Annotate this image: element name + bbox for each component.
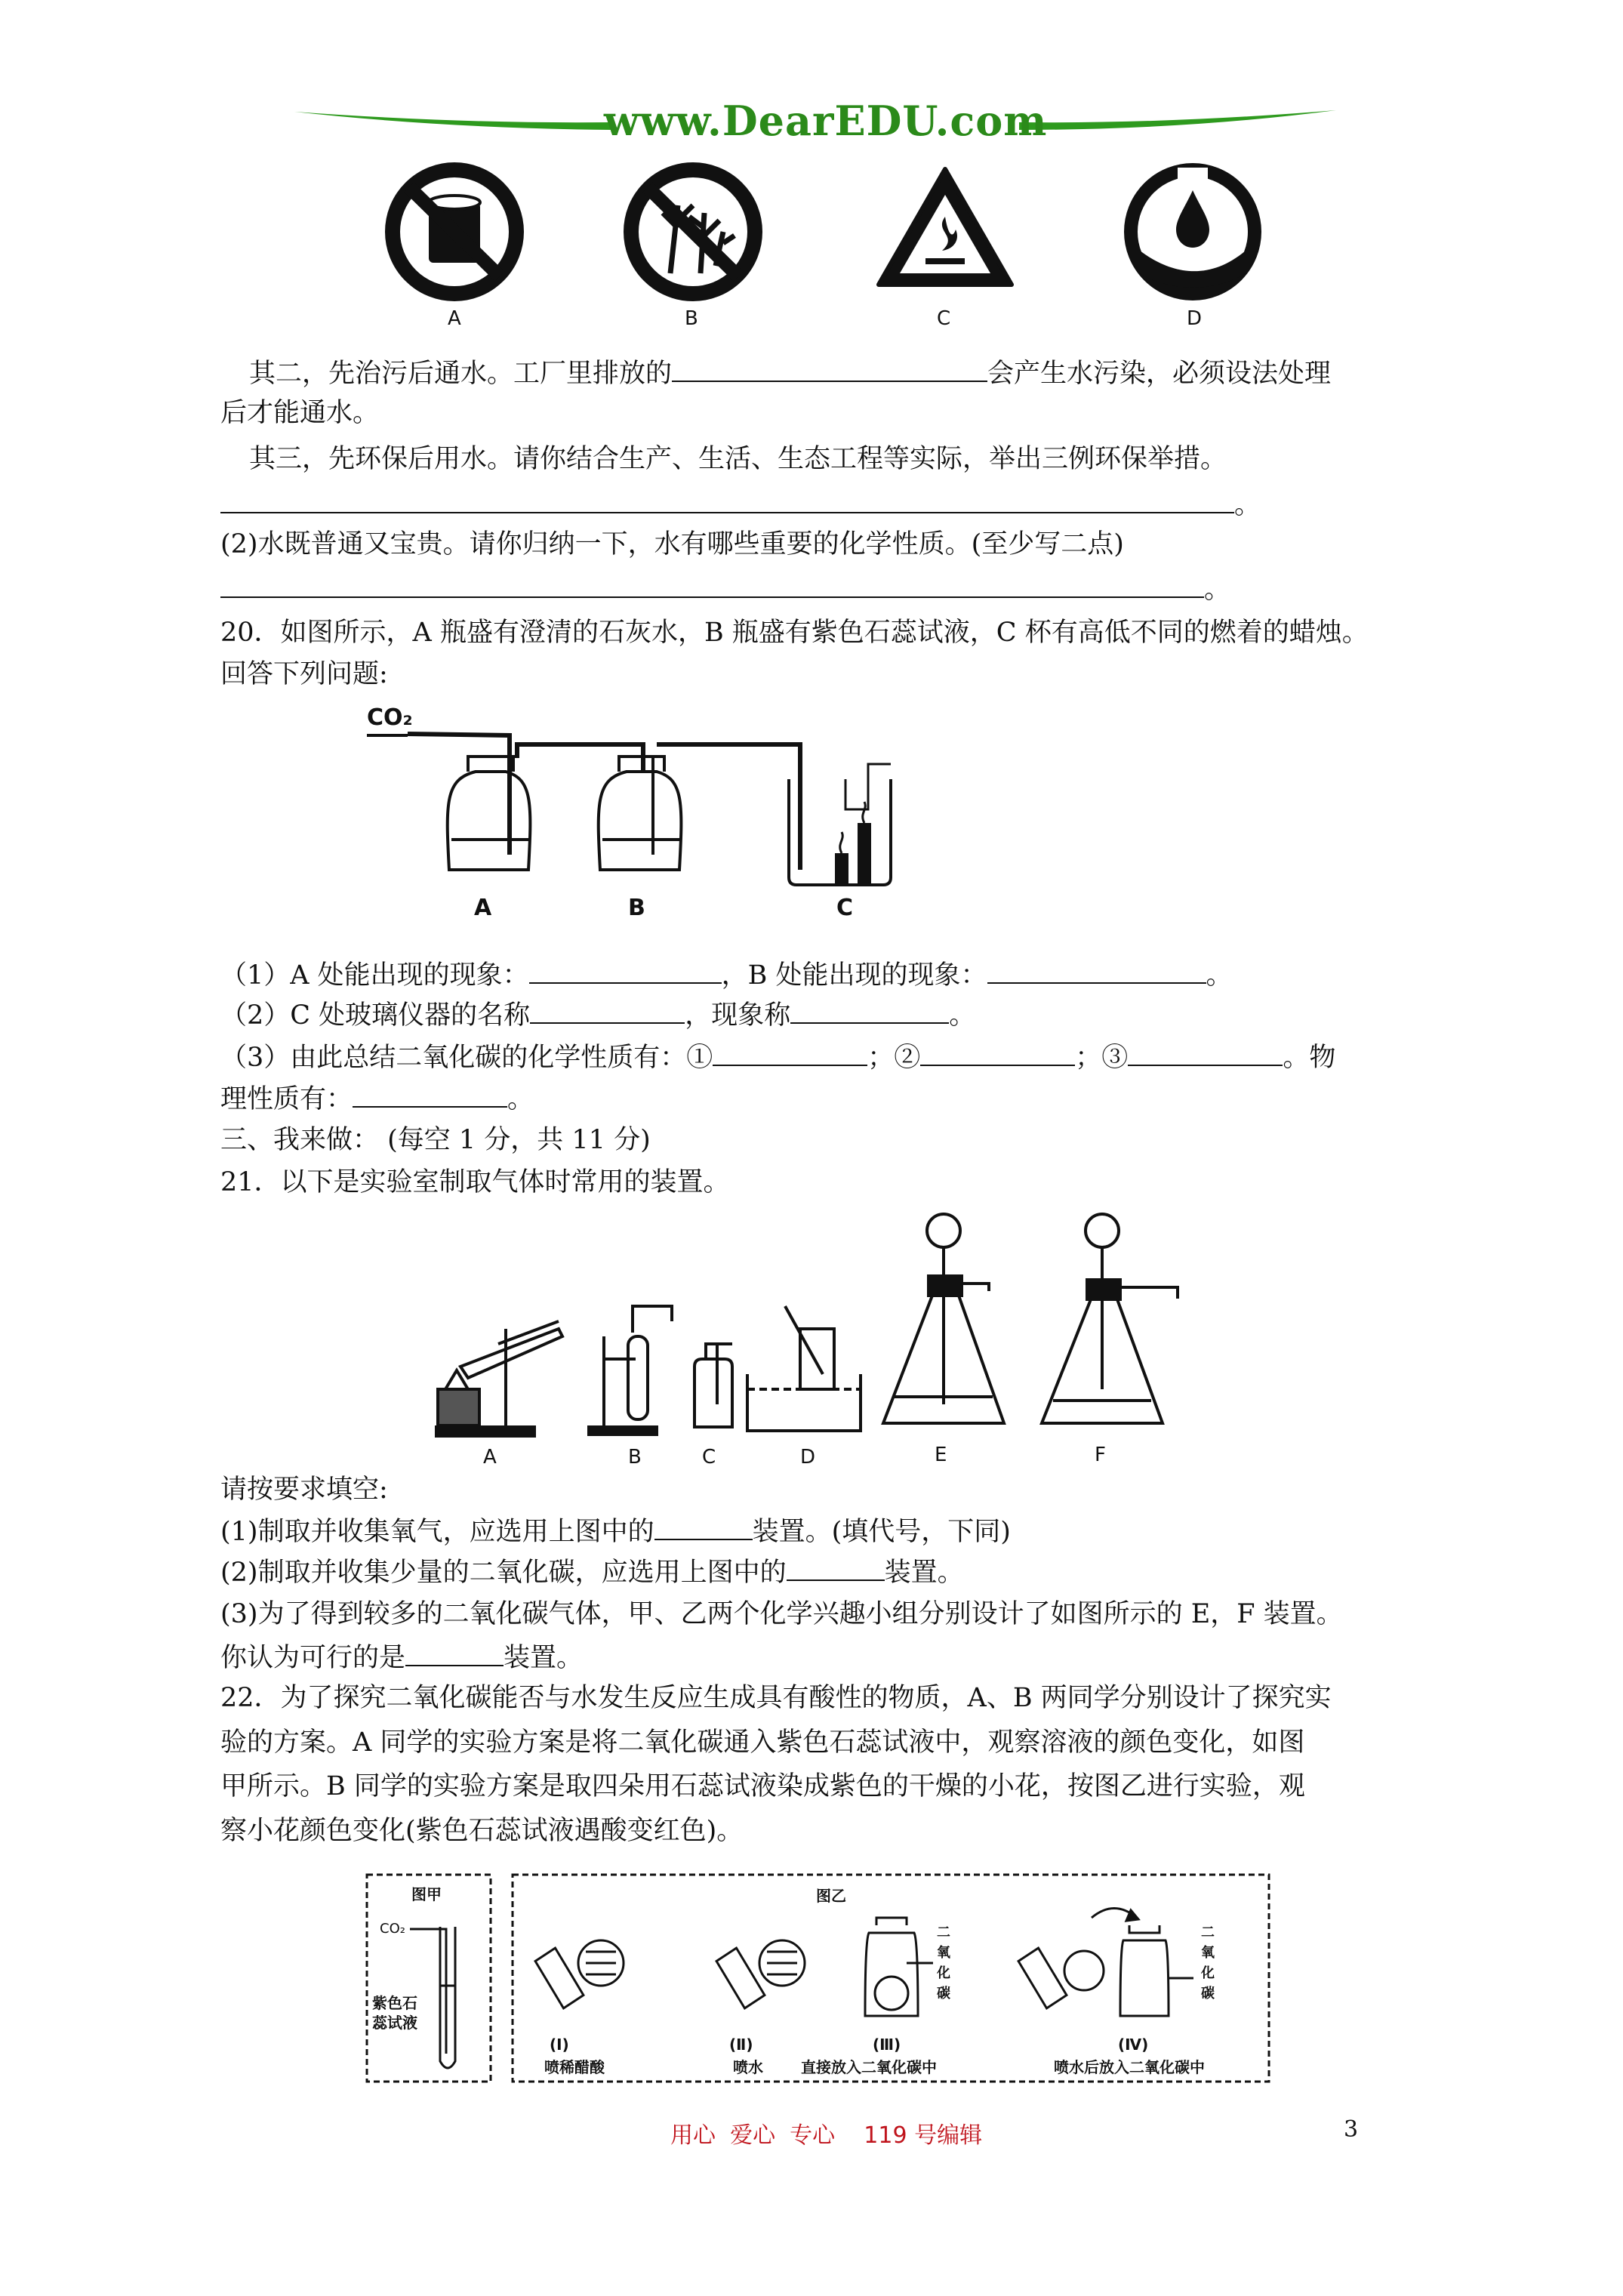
q20-a1-pre: （1）A 处能出现的现象： xyxy=(220,960,529,991)
gas-apparatus-diagram xyxy=(430,1208,1291,1465)
q20-blank-c-phenomenon[interactable] xyxy=(790,997,949,1024)
q20-a1-end: 。 xyxy=(1206,960,1233,991)
figure-yi-caption-3: 直接放入二氧化碳中 xyxy=(801,2058,937,2076)
q21-label-f: F xyxy=(1095,1444,1106,1465)
sign-b xyxy=(617,160,768,307)
q20-blank-b[interactable] xyxy=(987,957,1206,984)
q20-answer-3 xyxy=(220,1039,1335,1075)
q20-a4-pre: 理性质有： xyxy=(220,1084,353,1114)
q21-label-b: B xyxy=(628,1446,642,1465)
q20-answer-4 xyxy=(220,1080,534,1117)
flammable-warning-icon xyxy=(870,160,1021,296)
q20-figure xyxy=(362,696,936,926)
q20-a1-mid: ，B 处能出现的现象： xyxy=(721,960,987,991)
q20-a4-end: 。 xyxy=(507,1084,534,1114)
figure-yi-side-label-b2: 氧 xyxy=(1201,1945,1215,1961)
figure-yi-num-1: (Ⅰ) xyxy=(550,2036,569,2054)
figure-jia-co2: CO₂ xyxy=(380,1921,405,1937)
fig-label-b: B xyxy=(628,895,645,921)
q20-a3-b: ；② xyxy=(867,1043,921,1073)
figure-jia xyxy=(365,1872,493,2087)
q21-label-d: D xyxy=(800,1446,816,1465)
figure-yi-diagram xyxy=(510,1872,1273,2084)
q19-blank-properties[interactable] xyxy=(220,571,1204,598)
q20-blank-chem-2[interactable] xyxy=(920,1039,1075,1066)
q21-label-c: C xyxy=(702,1446,716,1465)
figure-yi-num-4: (Ⅳ) xyxy=(1118,2036,1149,2054)
q21-sub-1 xyxy=(220,1513,1011,1549)
site-logo-text: www.DearEDU.com xyxy=(604,97,1048,145)
q20-a3-c: ；③ xyxy=(1075,1043,1129,1073)
figure-yi-side-label-1: 二 xyxy=(937,1925,950,1940)
q19-line-6 xyxy=(220,571,1230,607)
sign-a xyxy=(379,160,530,307)
q20-a3-pre: （3）由此总结二氧化碳的化学性质有：① xyxy=(220,1043,713,1073)
q21-label-e: E xyxy=(935,1444,947,1465)
q20-blank-chem-3[interactable] xyxy=(1128,1039,1283,1066)
sign-d xyxy=(1117,160,1268,307)
q19-line-3: 其三，先环保后用水。请你结合生产、生活、生态工程等实际，举出三例环保举措。 xyxy=(249,444,1227,474)
q19-line-1 xyxy=(249,355,1331,391)
q21-s2-pre: (2)制取并收集少量的二氧化碳，应选用上图中的 xyxy=(220,1558,787,1588)
q20-line-2: 回答下列问题: xyxy=(220,659,388,689)
q22-line-3: 甲所示。B 同学的实验方案是取四朵用石蕊试液染成紫色的干燥的小花，按图乙进行实验，观 xyxy=(220,1771,1305,1801)
q21-sub-2 xyxy=(220,1554,964,1590)
q19-blank-pollutant[interactable] xyxy=(672,355,987,382)
q21-sub-3: (3)为了得到较多的二氧化碳气体，甲、乙两个化学兴趣小组分别设计了如图所示的 E，F 装置。 xyxy=(220,1599,1343,1629)
q20-answer-2 xyxy=(220,997,975,1033)
q19-l1-text: 其二，先治污后通水。工厂里排放的 xyxy=(249,359,673,389)
q22-line-1: 22．为了探究二氧化碳能否与水发生反应生成具有酸性的物质，A、B 两同学分别设计了探究实 xyxy=(220,1683,1332,1713)
water-saving-icon xyxy=(1117,160,1268,304)
figure-yi-caption-1: 喷稀醋酸 xyxy=(544,2058,605,2076)
sign-caption-d: D xyxy=(1187,307,1203,330)
figure-yi-caption-4: 喷水后放入二氧化碳中 xyxy=(1054,2058,1205,2076)
section-3-title: 三、我来做： (每空 1 分，共 11 分) xyxy=(220,1125,651,1155)
co2-apparatus-diagram xyxy=(362,696,936,923)
q20-line-1: 20．如图所示，A 瓶盛有澄清的石灰水，B 瓶盛有紫色石蕊试液，C 杯有高低不同的燃着的蜡烛。 xyxy=(220,618,1369,648)
q20-blank-chem-1[interactable] xyxy=(713,1039,867,1066)
figure-jia-liquid-1: 紫色石 xyxy=(372,1994,417,2012)
footer-motto: 用心 爱心 专心 119 号编辑 xyxy=(670,2122,983,2149)
q21-sub-4 xyxy=(220,1639,583,1675)
q20-a2-mid: ，现象称 xyxy=(685,1000,791,1031)
q21-line-1: 21．以下是实验室制取气体时常用的装置。 xyxy=(220,1167,730,1197)
fig-label-c: C xyxy=(836,895,854,921)
figure-yi-side-label-b4: 碳 xyxy=(1201,1986,1215,2002)
page-number: 3 xyxy=(1344,2116,1359,2143)
q19-l6-end: 。 xyxy=(1204,575,1231,605)
q19-l1-text-post: 会产生水污染，必须设法处理 xyxy=(987,359,1332,389)
sign-caption-b: B xyxy=(685,307,698,330)
figure-yi-side-label-4: 碳 xyxy=(937,1986,950,2002)
figure-jia-title: 图甲 xyxy=(411,1885,442,1903)
q20-a2-pre: （2）C 处玻璃仪器的名称 xyxy=(220,1000,531,1031)
q19-line-4 xyxy=(220,486,1261,522)
q21-s1-post: 装置。(填代号，下同) xyxy=(752,1517,1011,1547)
q21-s4-post: 装置。 xyxy=(504,1643,584,1673)
q21-blank-co2[interactable] xyxy=(787,1554,885,1581)
figure-yi-side-label-2: 氧 xyxy=(937,1945,950,1961)
co2-label: CO₂ xyxy=(367,704,413,731)
fig-label-a: A xyxy=(474,895,492,921)
q21-blank-oxygen[interactable] xyxy=(654,1513,753,1540)
sign-caption-a: A xyxy=(448,307,461,330)
q21-s4-pre: 你认为可行的是 xyxy=(220,1643,406,1673)
figure-yi-num-3: (Ⅲ) xyxy=(873,2036,901,2054)
figure-yi xyxy=(510,1872,1273,2087)
q20-blank-c-name[interactable] xyxy=(530,997,685,1024)
q21-blank-feasible[interactable] xyxy=(405,1639,504,1666)
q20-a3-end: 。物 xyxy=(1283,1043,1336,1073)
q19-line-2: 后才能通水。 xyxy=(220,398,380,428)
q19-l4-end: 。 xyxy=(1234,490,1261,520)
no-oil-barrel-icon xyxy=(379,160,530,304)
q21-label-a: A xyxy=(483,1446,497,1465)
q22-line-4: 察小花颜色变化(紫色石蕊试液遇酸变红色)。 xyxy=(220,1816,744,1846)
q21-line-2: 请按要求填空: xyxy=(220,1475,388,1505)
q20-blank-physical[interactable] xyxy=(353,1080,507,1108)
q20-blank-a[interactable] xyxy=(529,957,722,984)
q19-blank-measures[interactable] xyxy=(220,486,1234,513)
q21-figure xyxy=(430,1208,1291,1468)
q21-s2-post: 装置。 xyxy=(884,1558,964,1588)
figure-yi-side-label-b3: 化 xyxy=(1201,1965,1215,1981)
figure-yi-num-2: (Ⅱ) xyxy=(729,2036,753,2054)
figure-yi-side-label-b1: 二 xyxy=(1201,1925,1215,1940)
figure-yi-title: 图乙 xyxy=(816,1887,846,1905)
q22-line-2: 验的方案。A 同学的实验方案是将二氧化碳通入紫色石蕊试液中，观察溶液的颜色变化，如图 xyxy=(220,1727,1305,1758)
sign-caption-c: C xyxy=(937,307,951,330)
q20-answer-1 xyxy=(220,957,1233,993)
figure-yi-side-label-3: 化 xyxy=(937,1965,950,1981)
no-deforestation-icon xyxy=(617,160,768,304)
figure-jia-liquid-2: 蕊试液 xyxy=(372,2014,417,2032)
q21-s1-pre: (1)制取并收集氧气，应选用上图中的 xyxy=(220,1517,654,1547)
q20-a2-end: 。 xyxy=(949,1000,976,1031)
sign-c xyxy=(870,160,1021,299)
q19-line-5: (2)水既普通又宝贵。请你归纳一下，水有哪些重要的化学性质。(至少写二点) xyxy=(220,529,1124,559)
figure-jia-diagram xyxy=(365,1872,493,2084)
figure-yi-caption-2: 喷水 xyxy=(733,2058,763,2076)
